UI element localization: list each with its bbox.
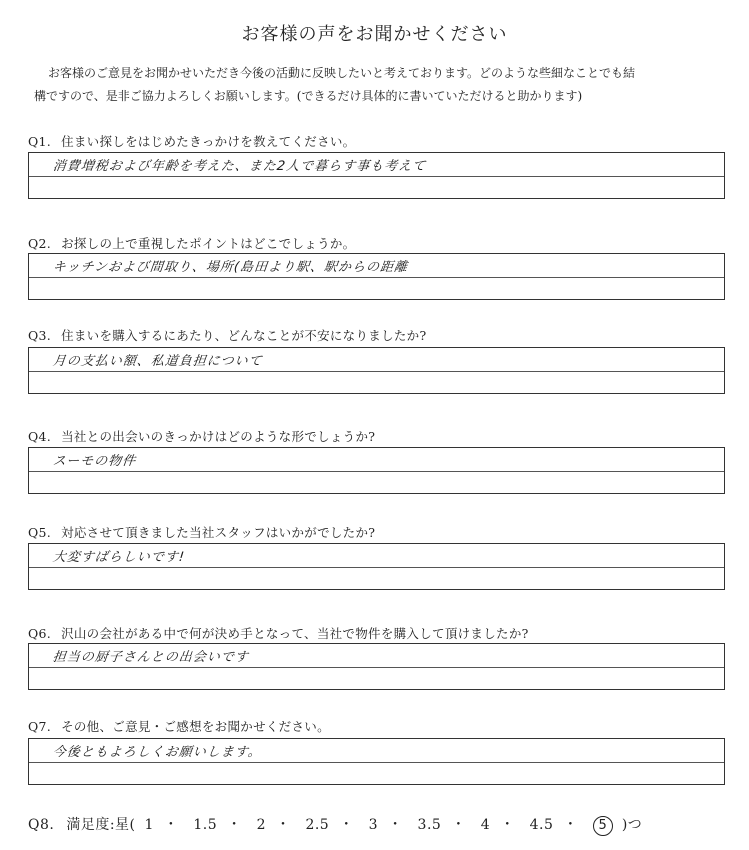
- answer-line-divider: [29, 471, 724, 472]
- question-number: Q1.: [28, 134, 52, 149]
- question-text: その他、ご意見・ご感想をお聞かせください。: [61, 719, 330, 734]
- separator: ・: [276, 817, 291, 833]
- answer-box-7[interactable]: [28, 738, 725, 785]
- satisfaction-suffix: )つ: [621, 817, 643, 833]
- satisfaction-label: 満足度:星(: [66, 817, 136, 833]
- answer-text: 今後ともよろしくお願いします。: [52, 745, 263, 760]
- rating-option[interactable]: 1.5: [193, 817, 218, 833]
- intro-line-2: 構ですので、是非ご協力よろしくお願いします。(できるだけ具体的に書いていただけると助かります): [34, 89, 583, 103]
- rating-option[interactable]: 1: [144, 817, 154, 833]
- answer-text: 大変すばらしいです!: [52, 550, 186, 565]
- answer-line-divider: [29, 762, 724, 763]
- separator: ・: [339, 817, 354, 833]
- question-number: Q7.: [28, 719, 52, 734]
- separator: ・: [388, 817, 403, 833]
- rating-option[interactable]: 3.5: [417, 817, 442, 833]
- question-6: [28, 624, 529, 642]
- rating-option[interactable]: 2.5: [305, 817, 330, 833]
- answer-box-6[interactable]: [28, 643, 725, 690]
- question-text: 住まい探しをはじめたきっかけを教えてください。: [61, 134, 356, 149]
- question-1: [28, 132, 355, 150]
- separator: ・: [451, 817, 466, 833]
- separator: ・: [227, 817, 242, 833]
- answer-text: 担当の厨子さんとの出会いです: [52, 650, 250, 665]
- rating-option[interactable]: 3: [368, 817, 379, 833]
- question-text: 対応させて頂きました当社スタッフはいかがでしたか?: [61, 525, 376, 540]
- page-title: お客様の声をお聞かせください: [241, 24, 508, 45]
- question-7: [28, 717, 330, 735]
- question-number: Q4.: [28, 429, 52, 444]
- rating-option[interactable]: 2: [256, 817, 266, 833]
- answer-box-5[interactable]: [28, 543, 725, 590]
- answer-line-divider: [29, 176, 724, 177]
- rating-option[interactable]: 4.5: [529, 817, 554, 833]
- question-number: Q3.: [28, 328, 52, 343]
- question-5: [28, 523, 375, 541]
- question-number: Q8.: [28, 817, 55, 833]
- question-text: 沢山の会社がある中で何が決め手となって、当社で物件を購入して頂けましたか?: [61, 626, 529, 641]
- separator: ・: [500, 817, 515, 833]
- question-number: Q2.: [28, 236, 52, 251]
- answer-box-1[interactable]: [28, 152, 725, 199]
- separator: ・: [163, 817, 179, 833]
- question-4: [28, 427, 375, 445]
- answer-box-4[interactable]: [28, 447, 725, 494]
- answer-text: 月の支払い額、私道負担について: [52, 354, 264, 369]
- answer-line-divider: [29, 567, 724, 568]
- question-2: [28, 234, 355, 252]
- rating-option-selected[interactable]: 5: [593, 816, 613, 836]
- intro-text: [34, 62, 724, 108]
- question-number: Q5.: [28, 525, 52, 540]
- question-text: お探しの上で重視したポイントはどこでしょうか。: [61, 236, 356, 251]
- question-8-satisfaction: [28, 814, 642, 836]
- question-number: Q6.: [28, 626, 52, 641]
- answer-line-divider: [29, 667, 724, 668]
- answer-text: キッチンおよび間取り、場所(島田より駅、駅からの距離: [52, 260, 409, 275]
- answer-line-divider: [29, 277, 724, 278]
- question-3: [28, 326, 426, 344]
- rating-option[interactable]: 4: [480, 817, 491, 833]
- answer-box-2[interactable]: [28, 253, 725, 300]
- separator: ・: [563, 817, 578, 833]
- answer-line-divider: [29, 371, 724, 372]
- question-text: 当社との出会いのきっかけはどのような形でしょうか?: [61, 429, 376, 444]
- answer-box-3[interactable]: [28, 347, 725, 394]
- question-text: 住まいを購入するにあたり、どんなことが不安になりましたか?: [61, 328, 427, 343]
- answer-text: スーモの物件: [52, 454, 137, 469]
- intro-line-1: お客様のご意見をお聞かせいただき今後の活動に反映したいと考えております。どのような些細なことでも結: [48, 66, 636, 80]
- answer-text: 消費増税および年齢を考えた、また2人で暮らす事も考えて: [52, 159, 427, 174]
